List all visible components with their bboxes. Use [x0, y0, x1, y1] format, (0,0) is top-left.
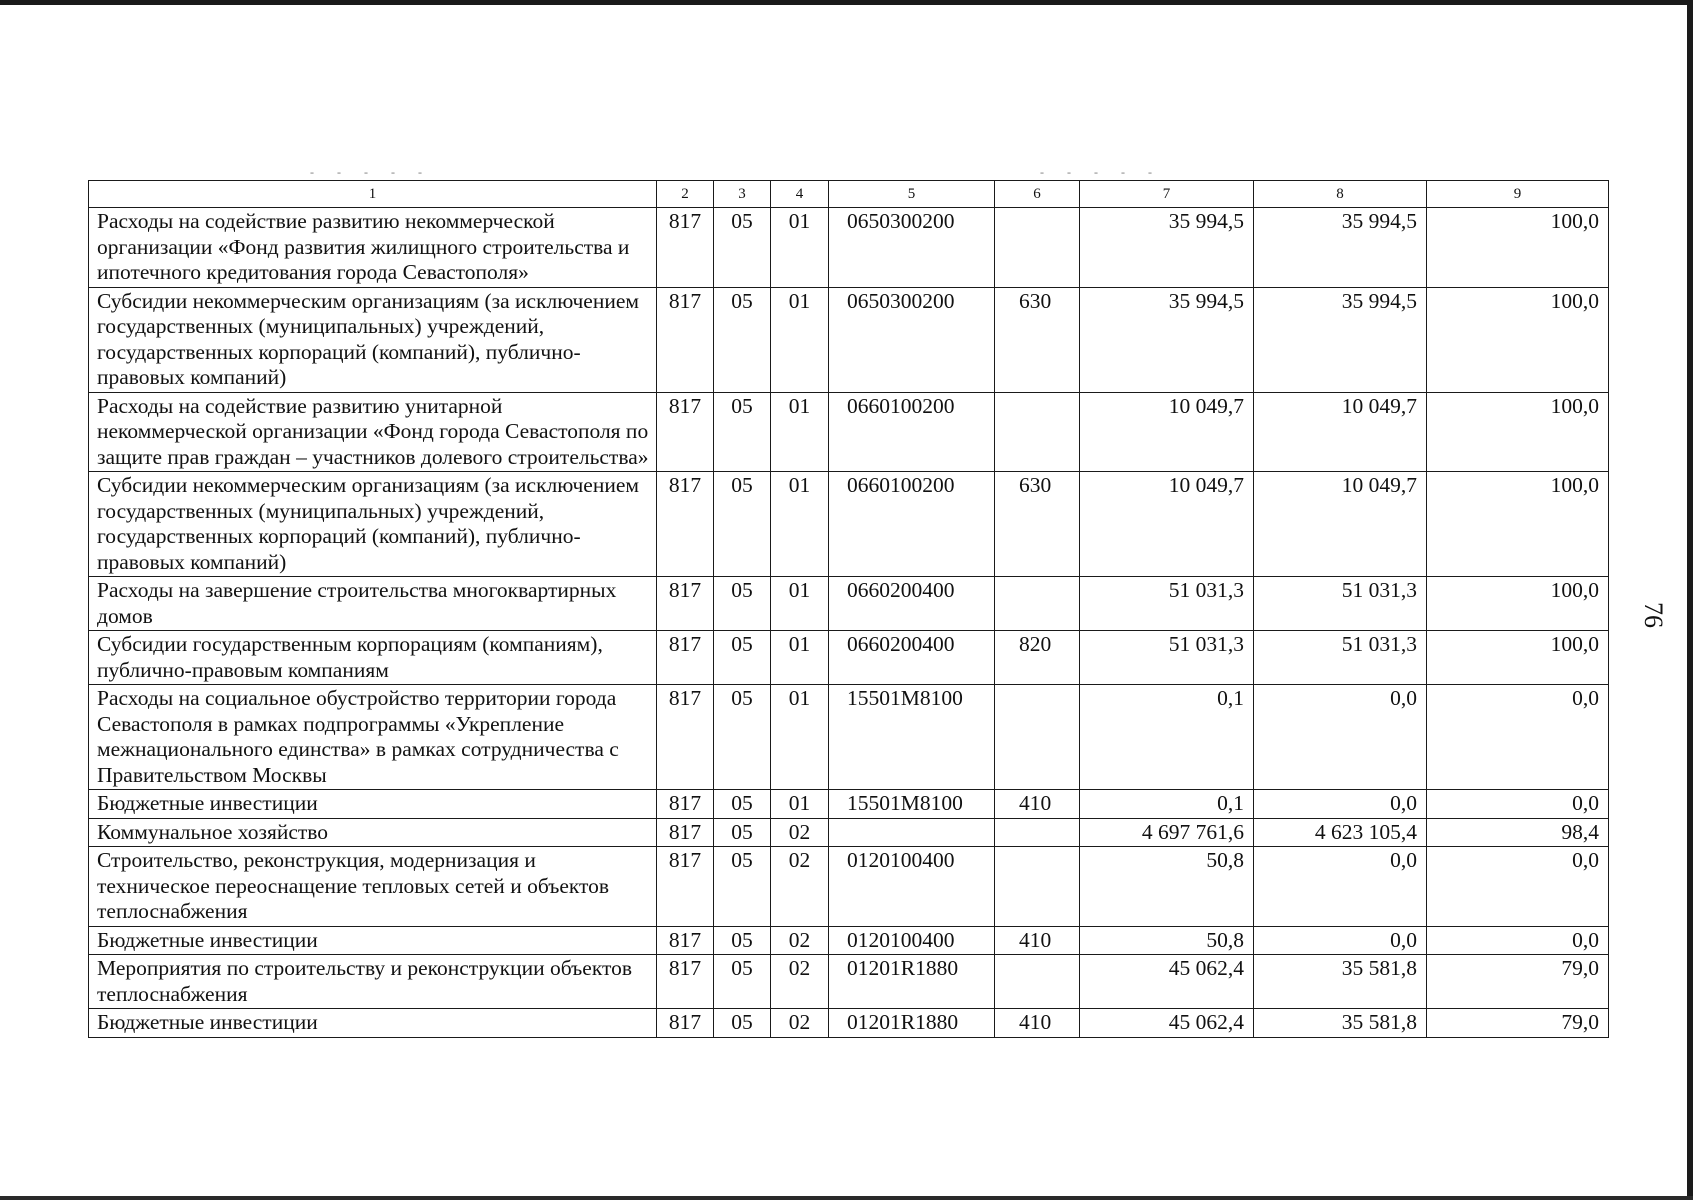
table-row	[89, 472, 1609, 577]
ministry-code-cell: 817	[657, 577, 714, 631]
expense-name-cell: Расходы на завершение строительства многоквартирных домов	[89, 577, 657, 631]
execution-percent-cell: 98,4	[1427, 818, 1609, 847]
expense-type-cell: 630	[995, 287, 1080, 392]
scan-artifact-marks: - - - - -	[310, 165, 432, 179]
executed-amount-cell: 51 031,3	[1254, 631, 1427, 685]
execution-percent-cell: 100,0	[1427, 631, 1609, 685]
executed-amount-cell: 51 031,3	[1254, 577, 1427, 631]
expense-type-cell	[995, 818, 1080, 847]
expense-type-cell: 820	[995, 631, 1080, 685]
table-row	[89, 392, 1609, 472]
section-code-cell: 05	[714, 472, 771, 577]
target-article-cell: 15501M8100	[829, 790, 995, 819]
subsection-code-cell: 02	[771, 926, 829, 955]
column-header: 3	[714, 181, 771, 208]
executed-amount-cell: 35 994,5	[1254, 208, 1427, 288]
target-article-cell: 0650300200	[829, 208, 995, 288]
section-code-cell: 05	[714, 685, 771, 790]
planned-amount-cell: 51 031,3	[1080, 631, 1254, 685]
section-code-cell: 05	[714, 392, 771, 472]
target-article-cell: 01201R1880	[829, 955, 995, 1009]
subsection-code-cell: 01	[771, 790, 829, 819]
execution-percent-cell: 79,0	[1427, 955, 1609, 1009]
section-code-cell: 05	[714, 631, 771, 685]
executed-amount-cell: 0,0	[1254, 847, 1427, 927]
ministry-code-cell: 817	[657, 847, 714, 927]
ministry-code-cell: 817	[657, 472, 714, 577]
table-row	[89, 577, 1609, 631]
table-header-row	[89, 181, 1609, 208]
execution-percent-cell: 0,0	[1427, 685, 1609, 790]
ministry-code-cell: 817	[657, 955, 714, 1009]
section-code-cell: 05	[714, 955, 771, 1009]
executed-amount-cell: 4 623 105,4	[1254, 818, 1427, 847]
section-code-cell: 05	[714, 208, 771, 288]
ministry-code-cell: 817	[657, 685, 714, 790]
expense-type-cell	[995, 392, 1080, 472]
subsection-code-cell: 02	[771, 1009, 829, 1038]
expense-name-cell: Субсидии некоммерческим организациям (за исключением государственных (муниципальных) учреждений, государственных корпораций (компаний), публично-правовых компаний)	[89, 472, 657, 577]
execution-percent-cell: 100,0	[1427, 208, 1609, 288]
planned-amount-cell: 10 049,7	[1080, 472, 1254, 577]
section-code-cell: 05	[714, 790, 771, 819]
table-row	[89, 790, 1609, 819]
section-code-cell: 05	[714, 577, 771, 631]
execution-percent-cell: 0,0	[1427, 847, 1609, 927]
planned-amount-cell: 0,1	[1080, 685, 1254, 790]
column-header: 4	[771, 181, 829, 208]
planned-amount-cell: 45 062,4	[1080, 1009, 1254, 1038]
planned-amount-cell: 0,1	[1080, 790, 1254, 819]
executed-amount-cell: 35 994,5	[1254, 287, 1427, 392]
expense-name-cell: Коммунальное хозяйство	[89, 818, 657, 847]
table-row	[89, 847, 1609, 927]
target-article-cell: 0650300200	[829, 287, 995, 392]
expense-type-cell	[995, 577, 1080, 631]
executed-amount-cell: 10 049,7	[1254, 392, 1427, 472]
target-article-cell: 0660100200	[829, 472, 995, 577]
expense-type-cell	[995, 955, 1080, 1009]
subsection-code-cell: 01	[771, 208, 829, 288]
subsection-code-cell: 02	[771, 847, 829, 927]
column-header: 5	[829, 181, 995, 208]
execution-percent-cell: 100,0	[1427, 392, 1609, 472]
expense-name-cell: Строительство, реконструкция, модернизация и техническое переоснащение тепловых сетей и объектов теплоснабжения	[89, 847, 657, 927]
target-article-cell: 0120100400	[829, 926, 995, 955]
scan-border-top	[0, 0, 1693, 5]
column-header: 7	[1080, 181, 1254, 208]
subsection-code-cell: 01	[771, 392, 829, 472]
section-code-cell: 05	[714, 1009, 771, 1038]
ministry-code-cell: 817	[657, 287, 714, 392]
execution-percent-cell: 100,0	[1427, 287, 1609, 392]
budget-table	[88, 180, 1609, 1038]
scan-border-right	[1687, 0, 1693, 1200]
planned-amount-cell: 35 994,5	[1080, 287, 1254, 392]
subsection-code-cell: 02	[771, 955, 829, 1009]
planned-amount-cell: 50,8	[1080, 926, 1254, 955]
column-header: 2	[657, 181, 714, 208]
ministry-code-cell: 817	[657, 208, 714, 288]
expense-name-cell: Субсидии некоммерческим организациям (за исключением государственных (муниципальных) учреждений, государственных корпораций (компаний), публично-правовых компаний)	[89, 287, 657, 392]
table-row	[89, 685, 1609, 790]
scan-artifact-marks: - - - - -	[1040, 165, 1162, 179]
target-article-cell: 0120100400	[829, 847, 995, 927]
page-number: 76	[1639, 602, 1668, 628]
table-row	[89, 955, 1609, 1009]
execution-percent-cell: 100,0	[1427, 577, 1609, 631]
expense-type-cell: 410	[995, 790, 1080, 819]
ministry-code-cell: 817	[657, 392, 714, 472]
expense-name-cell: Субсидии государственным корпорациям (компаниям), публично-правовым компаниям	[89, 631, 657, 685]
executed-amount-cell: 10 049,7	[1254, 472, 1427, 577]
scan-border-bottom	[0, 1196, 1693, 1200]
expense-name-cell: Расходы на содействие развитию некоммерческой организации «Фонд развития жилищного строительства и ипотечного кредитования города Севастополя»	[89, 208, 657, 288]
planned-amount-cell: 10 049,7	[1080, 392, 1254, 472]
ministry-code-cell: 817	[657, 631, 714, 685]
table-row	[89, 1009, 1609, 1038]
expense-type-cell: 630	[995, 472, 1080, 577]
target-article-cell: 0660100200	[829, 392, 995, 472]
executed-amount-cell: 0,0	[1254, 790, 1427, 819]
section-code-cell: 05	[714, 287, 771, 392]
ministry-code-cell: 817	[657, 1009, 714, 1038]
expense-name-cell: Расходы на социальное обустройство территории города Севастополя в рамках подпрограммы «Укрепление межнационального единства» в рамках сотрудничества с Правительством Москвы	[89, 685, 657, 790]
table-row	[89, 631, 1609, 685]
executed-amount-cell: 35 581,8	[1254, 1009, 1427, 1038]
table-row	[89, 926, 1609, 955]
target-article-cell	[829, 818, 995, 847]
expense-type-cell	[995, 208, 1080, 288]
target-article-cell: 15501M8100	[829, 685, 995, 790]
table-row	[89, 208, 1609, 288]
column-header: 6	[995, 181, 1080, 208]
target-article-cell: 01201R1880	[829, 1009, 995, 1038]
planned-amount-cell: 50,8	[1080, 847, 1254, 927]
execution-percent-cell: 0,0	[1427, 790, 1609, 819]
expense-type-cell	[995, 847, 1080, 927]
expense-name-cell: Бюджетные инвестиции	[89, 926, 657, 955]
table-row	[89, 818, 1609, 847]
expense-type-cell: 410	[995, 1009, 1080, 1038]
planned-amount-cell: 4 697 761,6	[1080, 818, 1254, 847]
executed-amount-cell: 0,0	[1254, 685, 1427, 790]
column-header: 8	[1254, 181, 1427, 208]
planned-amount-cell: 51 031,3	[1080, 577, 1254, 631]
subsection-code-cell: 01	[771, 287, 829, 392]
ministry-code-cell: 817	[657, 818, 714, 847]
expense-name-cell: Мероприятия по строительству и реконструкции объектов теплоснабжения	[89, 955, 657, 1009]
execution-percent-cell: 0,0	[1427, 926, 1609, 955]
expense-type-cell	[995, 685, 1080, 790]
executed-amount-cell: 35 581,8	[1254, 955, 1427, 1009]
expense-name-cell: Бюджетные инвестиции	[89, 790, 657, 819]
ministry-code-cell: 817	[657, 790, 714, 819]
executed-amount-cell: 0,0	[1254, 926, 1427, 955]
planned-amount-cell: 35 994,5	[1080, 208, 1254, 288]
subsection-code-cell: 01	[771, 577, 829, 631]
execution-percent-cell: 100,0	[1427, 472, 1609, 577]
subsection-code-cell: 01	[771, 631, 829, 685]
section-code-cell: 05	[714, 818, 771, 847]
subsection-code-cell: 01	[771, 685, 829, 790]
table-row	[89, 287, 1609, 392]
expense-name-cell: Расходы на содействие развитию унитарной некоммерческой организации «Фонд города Севастополя по защите прав граждан – участников долевого строительства»	[89, 392, 657, 472]
expense-name-cell: Бюджетные инвестиции	[89, 1009, 657, 1038]
target-article-cell: 0660200400	[829, 577, 995, 631]
ministry-code-cell: 817	[657, 926, 714, 955]
expense-type-cell: 410	[995, 926, 1080, 955]
execution-percent-cell: 79,0	[1427, 1009, 1609, 1038]
column-header: 9	[1427, 181, 1609, 208]
planned-amount-cell: 45 062,4	[1080, 955, 1254, 1009]
section-code-cell: 05	[714, 847, 771, 927]
target-article-cell: 0660200400	[829, 631, 995, 685]
subsection-code-cell: 01	[771, 472, 829, 577]
section-code-cell: 05	[714, 926, 771, 955]
column-header: 1	[89, 181, 657, 208]
subsection-code-cell: 02	[771, 818, 829, 847]
